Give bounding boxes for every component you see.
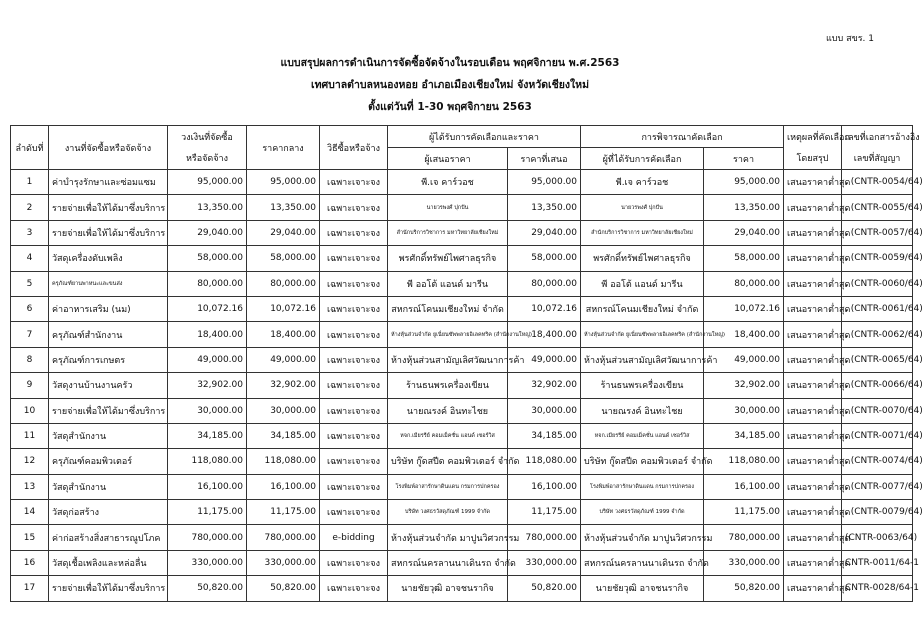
cell-price: 50,820.00	[704, 576, 784, 601]
cell-median: 330,000.00	[247, 550, 320, 575]
cell-bidder: บริษัท กู๊ดสปีด คอมพิวเตอร์ จำกัด	[388, 449, 508, 474]
cell-bidder: บริษัท วงศธรวัสดุภัณฑ์ 1999 จำกัด	[388, 500, 508, 525]
cell-work: วัสดุเครื่องดับเพลิง	[49, 246, 168, 271]
cell-reason: เสนอราคาต่ำสุด	[784, 246, 842, 271]
cell-median: 13,350.00	[247, 195, 320, 220]
cell-method: เฉพาะเจาะจง	[320, 423, 388, 448]
cell-price: 30,000.00	[704, 398, 784, 423]
table-row	[11, 296, 913, 321]
cell-bid-price: 30,000.00	[508, 398, 581, 423]
cell-no: 8	[11, 347, 49, 372]
header-ref-line1: เลขที่เอกสารอ้างอิง	[842, 126, 913, 148]
cell-bid-price: 58,000.00	[508, 246, 581, 271]
cell-median: 49,000.00	[247, 347, 320, 372]
cell-bidder: นายณรงค์ อินทะไชย	[388, 398, 508, 423]
cell-reason: เสนอราคาต่ำสุด	[784, 500, 842, 525]
cell-method: เฉพาะเจาะจง	[320, 474, 388, 499]
cell-no: 6	[11, 296, 49, 321]
cell-price: 118,080.00	[704, 449, 784, 474]
cell-budget: 16,100.00	[168, 474, 247, 499]
table-row	[11, 246, 913, 271]
cell-budget: 18,400.00	[168, 322, 247, 347]
table-row	[11, 373, 913, 398]
cell-budget: 10,072.16	[168, 296, 247, 321]
cell-price: 780,000.00	[704, 525, 784, 550]
cell-method: เฉพาะเจาะจง	[320, 296, 388, 321]
cell-no: 2	[11, 195, 49, 220]
cell-ref: . (CNTR-0071/64)	[842, 423, 913, 448]
cell-bid-price: 18,400.00	[508, 322, 581, 347]
cell-median: 118,080.00	[247, 449, 320, 474]
cell-bid-price: 11,175.00	[508, 500, 581, 525]
cell-budget: 58,000.00	[168, 246, 247, 271]
cell-ref: (CNTR-0063/64)	[842, 525, 913, 550]
cell-budget: 80,000.00	[168, 271, 247, 296]
cell-bidder: ร้านธนพรเครื่องเขียน	[388, 373, 508, 398]
cell-work: วัสดุเชื้อเพลิงและหล่อลื่น	[49, 550, 168, 575]
cell-reason: เสนอราคาต่ำสุด	[784, 347, 842, 372]
cell-budget: 50,820.00	[168, 576, 247, 601]
cell-bidder: ห้างหุ้นส่วนจำกัด ยูเนี่ยนซัพพลายอิเลคทริค (สำนักงานใหญ่)	[388, 322, 508, 347]
cell-winner: ห้างหุ้นส่วนจำกัด ยูเนี่ยนซัพพลายอิเลคทริค (สำนักงานใหญ่)	[581, 322, 704, 347]
cell-budget: 49,000.00	[168, 347, 247, 372]
cell-bid-price: 29,040.00	[508, 220, 581, 245]
cell-winner: ห้างหุ้นส่วนจำกัด มาปูนวิศวกรรม	[581, 525, 704, 550]
cell-ref: . (CNTR-0061/64)	[842, 296, 913, 321]
cell-winner: ห้างหุ้นส่วนสามัญเลิศวัฒนาการค้า	[581, 347, 704, 372]
cell-median: 29,040.00	[247, 220, 320, 245]
cell-no: 13	[11, 474, 49, 499]
cell-ref: . (CNTR-0074/64)	[842, 449, 913, 474]
table-row	[11, 170, 913, 195]
cell-price: 330,000.00	[704, 550, 784, 575]
cell-method: เฉพาะเจาะจง	[320, 500, 388, 525]
cell-method: เฉพาะเจาะจง	[320, 271, 388, 296]
cell-work: ครุภัณฑ์คอมพิวเตอร์	[49, 449, 168, 474]
header-reason-line1: เหตุผลที่คัดเลือก	[784, 126, 842, 148]
cell-reason: เสนอราคาต่ำสุด	[784, 525, 842, 550]
cell-reason: เสนอราคาต่ำสุด	[784, 550, 842, 575]
cell-bidder: สหกรณ์นครลานนาเดินรถ จำกัด	[388, 550, 508, 575]
cell-method: เฉพาะเจาะจง	[320, 550, 388, 575]
header-median: ราคากลาง	[247, 126, 320, 170]
form-code: แบบ สขร. 1	[825, 34, 874, 44]
header-ref-line2: เลขที่สัญญา	[842, 148, 913, 170]
cell-no: 10	[11, 398, 49, 423]
cell-reason: เสนอราคาต่ำสุด	[784, 398, 842, 423]
cell-ref: CNTR-0028/64-1	[842, 576, 913, 601]
table-body	[11, 170, 923, 602]
title-line-3: ตั้งแต่วันที่ 1-30 พฤศจิกายน 2563	[368, 101, 532, 113]
cell-budget: 95,000.00	[168, 170, 247, 195]
header-bid-price: ราคาที่เสนอ	[508, 148, 581, 170]
cell-reason: เสนอราคาต่ำสุด	[784, 449, 842, 474]
cell-work: รายจ่ายเพื่อให้ได้มาซึ่งบริการ	[49, 220, 168, 245]
cell-work: รายจ่ายเพื่อให้ได้มาซึ่งบริการ	[49, 195, 168, 220]
cell-winner: บริษัท กู๊ดสปีด คอมพิวเตอร์ จำกัด	[581, 449, 704, 474]
cell-no: 15	[11, 525, 49, 550]
cell-ref: . (CNTR-0062/64)	[842, 322, 913, 347]
cell-reason: เสนอราคาต่ำสุด	[784, 576, 842, 601]
cell-reason: เสนอราคาต่ำสุด	[784, 373, 842, 398]
cell-bid-price: 32,902.00	[508, 373, 581, 398]
table-row	[11, 423, 913, 448]
cell-median: 30,000.00	[247, 398, 320, 423]
table-row	[11, 576, 913, 601]
cell-price: 29,040.00	[704, 220, 784, 245]
cell-median: 50,820.00	[247, 576, 320, 601]
header-method: วิธีซื้อหรือจ้าง	[320, 126, 388, 170]
cell-reason: เสนอราคาต่ำสุด	[784, 296, 842, 321]
cell-bid-price: 10,072.16	[508, 296, 581, 321]
table-row	[11, 550, 913, 575]
header-bidders-group: ผู้ได้รับการคัดเลือกและราคา	[388, 126, 581, 148]
cell-bidder: นายชัยวุฒิ อาจชนรากิจ	[388, 576, 508, 601]
cell-budget: 32,902.00	[168, 373, 247, 398]
cell-ref: . (CNTR-0079/64)	[842, 500, 913, 525]
cell-method: เฉพาะเจาะจง	[320, 576, 388, 601]
header-price: ราคา	[704, 148, 784, 170]
cell-bid-price: 50,820.00	[508, 576, 581, 601]
header-work: งานที่จัดซื้อหรือจัดจ้าง	[49, 126, 168, 170]
cell-bidder: หจก.เมียรรีย์ คอมเม็คชั่น แอนด์ เซอร์วิส	[388, 423, 508, 448]
cell-price: 16,100.00	[704, 474, 784, 499]
title-line-2: เทศบาลตำบลหนองหอย อำเภอเมืองเชียงใหม่ จังหวัดเชียงใหม่	[310, 79, 589, 91]
cell-reason: เสนอราคาต่ำสุด	[784, 170, 842, 195]
cell-ref: CNTR-0011/64-1	[842, 550, 913, 575]
cell-method: เฉพาะเจาะจง	[320, 398, 388, 423]
cell-method: เฉพาะเจาะจง	[320, 449, 388, 474]
cell-bidder: ห้างหุ้นส่วนสามัญเลิศวัฒนาการค้า	[388, 347, 508, 372]
cell-no: 3	[11, 220, 49, 245]
cell-winner: โรงพิมพ์อาสารักษาดินแดน กรมการปกครอง	[581, 474, 704, 499]
cell-budget: 13,350.00	[168, 195, 247, 220]
cell-budget: 780,000.00	[168, 525, 247, 550]
cell-no: 11	[11, 423, 49, 448]
cell-no: 17	[11, 576, 49, 601]
cell-ref: . (CNTR-0059/64)	[842, 246, 913, 271]
cell-ref: . (CNTR-0054/64)	[842, 170, 913, 195]
header-bidder: ผู้เสนอราคา	[388, 148, 508, 170]
cell-winner: นายชัยวุฒิ อาจชนรากิจ	[581, 576, 704, 601]
header-winner: ผู้ที่ได้รับการคัดเลือก	[581, 148, 704, 170]
cell-no: 7	[11, 322, 49, 347]
table-row	[11, 500, 913, 525]
table-row	[11, 525, 913, 550]
cell-method: เฉพาะเจาะจง	[320, 195, 388, 220]
cell-bidder: พี.เจ คาร์วอช	[388, 170, 508, 195]
cell-method: เฉพาะเจาะจง	[320, 347, 388, 372]
cell-median: 34,185.00	[247, 423, 320, 448]
cell-method: เฉพาะเจาะจง	[320, 220, 388, 245]
cell-reason: เสนอราคาต่ำสุด	[784, 271, 842, 296]
table-header	[11, 126, 920, 170]
cell-reason: เสนอราคาต่ำสุด	[784, 195, 842, 220]
table-row	[11, 398, 913, 423]
cell-ref: . (CNTR-0070/64)	[842, 398, 913, 423]
cell-bid-price: 95,000.00	[508, 170, 581, 195]
cell-no: 16	[11, 550, 49, 575]
cell-method: เฉพาะเจาะจง	[320, 246, 388, 271]
cell-reason: เสนอราคาต่ำสุด	[784, 220, 842, 245]
cell-reason: เสนอราคาต่ำสุด	[784, 322, 842, 347]
header-no: ลำดับที่	[11, 126, 49, 170]
cell-no: 4	[11, 246, 49, 271]
table-row	[11, 195, 913, 220]
table-row	[11, 449, 913, 474]
cell-price: 58,000.00	[704, 246, 784, 271]
table-row	[11, 474, 913, 499]
cell-median: 58,000.00	[247, 246, 320, 271]
cell-no: 14	[11, 500, 49, 525]
cell-work: วัสดุก่อสร้าง	[49, 500, 168, 525]
cell-method: e-bidding	[320, 525, 388, 550]
cell-bid-price: 118,080.00	[508, 449, 581, 474]
header-budget-line1: วงเงินที่จัดซื้อ	[168, 126, 247, 148]
cell-bid-price: 49,000.00	[508, 347, 581, 372]
cell-winner: นายณรงค์ อินทะไชย	[581, 398, 704, 423]
cell-ref: . (CNTR-0060/64)	[842, 271, 913, 296]
cell-median: 780,000.00	[247, 525, 320, 550]
cell-median: 95,000.00	[247, 170, 320, 195]
cell-work: ค่าก่อสร้างสิ่งสาธารณูปโภค	[49, 525, 168, 550]
cell-winner: สำนักบริการวิชาการ มหาวิทยาลัยเชียงใหม่	[581, 220, 704, 245]
cell-winner: พี.เจ คาร์วอช	[581, 170, 704, 195]
cell-budget: 34,185.00	[168, 423, 247, 448]
cell-work: รายจ่ายเพื่อให้ได้มาซึ่งบริการ	[49, 576, 168, 601]
title-line-1: แบบสรุปผลการดำเนินการจัดซื้อจัดจ้างในรอบเดือน พฤศจิกายน พ.ศ.2563	[280, 57, 620, 69]
cell-no: 1	[11, 170, 49, 195]
cell-work: วัสดุสำนักงาน	[49, 474, 168, 499]
cell-bid-price: 13,350.00	[508, 195, 581, 220]
cell-bid-price: 80,000.00	[508, 271, 581, 296]
cell-work: ค่าบำรุงรักษาและซ่อมแซม	[49, 170, 168, 195]
cell-price: 32,902.00	[704, 373, 784, 398]
header-budget-line2: หรือจัดจ้าง	[168, 148, 247, 170]
cell-price: 49,000.00	[704, 347, 784, 372]
cell-winner: นายวรพงศ์ ปุกปัน	[581, 195, 704, 220]
cell-bidder: สหกรณ์โคนมเชียงใหม่ จำกัด	[388, 296, 508, 321]
table-row	[11, 322, 913, 347]
cell-budget: 29,040.00	[168, 220, 247, 245]
cell-winner: สหกรณ์โคนมเชียงใหม่ จำกัด	[581, 296, 704, 321]
cell-work: ครุภัณฑ์สำนักงาน	[49, 322, 168, 347]
cell-ref: . (CNTR-0077/64)	[842, 474, 913, 499]
cell-winner: หจก.เมียรรีย์ คอมเม็คชั่น แอนด์ เซอร์วิส	[581, 423, 704, 448]
cell-price: 13,350.00	[704, 195, 784, 220]
cell-winner: พี ออโต้ แอนด์ มารีน	[581, 271, 704, 296]
header-selection-group: การพิจารณาคัดเลือก	[581, 126, 784, 148]
cell-bid-price: 330,000.00	[508, 550, 581, 575]
cell-bid-price: 780,000.00	[508, 525, 581, 550]
cell-price: 11,175.00	[704, 500, 784, 525]
cell-budget: 118,080.00	[168, 449, 247, 474]
cell-median: 18,400.00	[247, 322, 320, 347]
cell-median: 80,000.00	[247, 271, 320, 296]
cell-winner: ร้านธนพรเครื่องเขียน	[581, 373, 704, 398]
cell-bidder: โรงพิมพ์อาสารักษาดินแดน กรมการปกครอง	[388, 474, 508, 499]
cell-ref: . (CNTR-0065/64)	[842, 347, 913, 372]
cell-method: เฉพาะเจาะจง	[320, 170, 388, 195]
cell-bidder: พี ออโต้ แอนด์ มารีน	[388, 271, 508, 296]
cell-median: 32,902.00	[247, 373, 320, 398]
cell-median: 11,175.00	[247, 500, 320, 525]
cell-budget: 11,175.00	[168, 500, 247, 525]
cell-winner: บริษัท วงศธรวัสดุภัณฑ์ 1999 จำกัด	[581, 500, 704, 525]
procurement-table	[10, 125, 923, 602]
cell-price: 10,072.16	[704, 296, 784, 321]
cell-reason: เสนอราคาต่ำสุด	[784, 474, 842, 499]
table-row	[11, 220, 913, 245]
cell-price: 80,000.00	[704, 271, 784, 296]
cell-bidder: นายวรพงศ์ ปุกปัน	[388, 195, 508, 220]
cell-median: 10,072.16	[247, 296, 320, 321]
cell-work: วัสดุสำนักงาน	[49, 423, 168, 448]
table-row	[11, 347, 913, 372]
cell-reason: เสนอราคาต่ำสุด	[784, 423, 842, 448]
cell-no: 5	[11, 271, 49, 296]
cell-method: เฉพาะเจาะจง	[320, 322, 388, 347]
cell-price: 34,185.00	[704, 423, 784, 448]
cell-price: 95,000.00	[704, 170, 784, 195]
cell-winner: สหกรณ์นครลานนาเดินรถ จำกัด	[581, 550, 704, 575]
document-titles	[0, 52, 900, 118]
cell-ref: . (CNTR-0057/64)	[842, 220, 913, 245]
cell-budget: 30,000.00	[168, 398, 247, 423]
cell-work: ครุภัณฑ์การเกษตร	[49, 347, 168, 372]
cell-ref: . (CNTR-0055/64)	[842, 195, 913, 220]
cell-bidder: พรศักดิ์ทรัพย์ไพศาลธุรกิจ	[388, 246, 508, 271]
table-row	[11, 271, 913, 296]
cell-bid-price: 16,100.00	[508, 474, 581, 499]
cell-bid-price: 34,185.00	[508, 423, 581, 448]
cell-bidder: ห้างหุ้นส่วนจำกัด มาปูนวิศวกรรม	[388, 525, 508, 550]
cell-ref: . (CNTR-0066/64)	[842, 373, 913, 398]
cell-work: รายจ่ายเพื่อให้ได้มาซึ่งบริการ	[49, 398, 168, 423]
cell-no: 9	[11, 373, 49, 398]
cell-method: เฉพาะเจาะจง	[320, 373, 388, 398]
cell-work: วัสดุงานบ้านงานครัว	[49, 373, 168, 398]
cell-budget: 330,000.00	[168, 550, 247, 575]
cell-work: ครุภัณฑ์ยานพาหนะและขนส่ง	[49, 271, 168, 296]
cell-bidder: สำนักบริการวิชาการ มหาวิทยาลัยเชียงใหม่	[388, 220, 508, 245]
cell-winner: พรศักดิ์ทรัพย์ไพศาลธุรกิจ	[581, 246, 704, 271]
cell-work: ค่าอาหารเสริม (นม)	[49, 296, 168, 321]
cell-median: 16,100.00	[247, 474, 320, 499]
cell-no: 12	[11, 449, 49, 474]
header-reason-line2: โดยสรุป	[784, 148, 842, 170]
cell-price: 18,400.00	[704, 322, 784, 347]
